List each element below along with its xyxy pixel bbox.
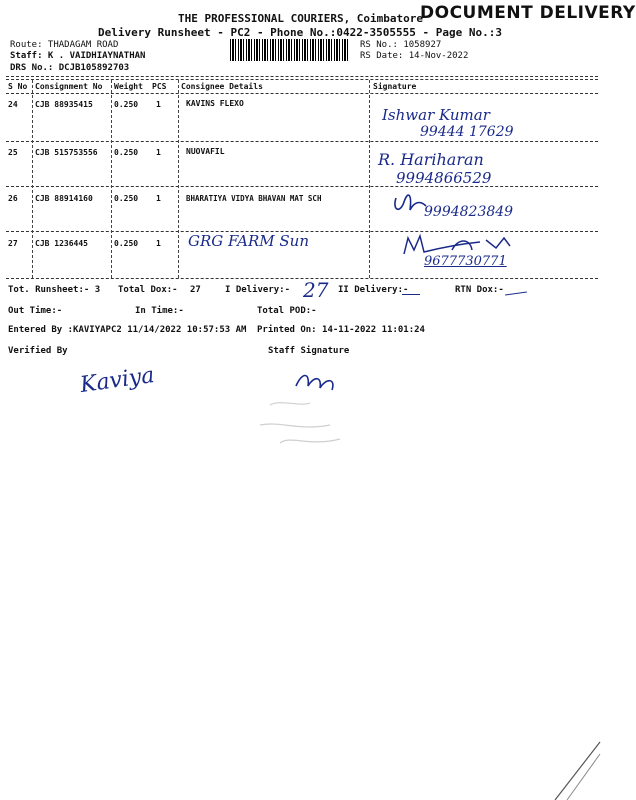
row-sno: 26 — [8, 194, 18, 203]
entered-by: Entered By :KAVIYAPC2 11/14/2022 10:57:53 AM — [8, 325, 247, 335]
rule-top — [6, 76, 598, 77]
row-signature-phone: 9994866529 — [396, 169, 492, 187]
col-divider — [111, 80, 112, 278]
tot-runsheet: Tot. Runsheet:- 3 — [8, 285, 101, 295]
col-divider — [369, 80, 370, 278]
row-pcs: 1 — [156, 239, 161, 248]
rule-row-27 — [6, 278, 598, 279]
rtn-dox-label: RTN Dox:- — [455, 285, 504, 295]
company-name: THE PROFESSIONAL COURIERS, Coimbatore — [178, 12, 424, 25]
row-weight: 0.250 — [114, 148, 139, 157]
verified-by-label: Verified By — [8, 346, 68, 356]
row-consignment: CJB 88914160 — [35, 194, 93, 203]
row-consignment: CJB 515753556 — [35, 148, 98, 157]
runsheet-subtitle: Delivery Runsheet - PC2 - Phone No.:0422-3505555 - Page No.:3 — [98, 26, 502, 39]
out-time: Out Time:- — [8, 306, 63, 316]
staff-label: Staff: K . VAIDHIAYNATHAN — [10, 51, 146, 61]
row-signature-phone: 9677730771 — [424, 254, 507, 269]
page-corner-fold — [545, 740, 600, 800]
row-weight: 0.250 — [114, 194, 139, 203]
rs-date: RS Date: 14-Nov-2022 — [360, 51, 469, 61]
header-consignment: Consignment No — [35, 82, 103, 91]
document-delivery-stamp: DOCUMENT DELIVERY — [420, 3, 636, 23]
rule-top-2 — [6, 79, 598, 80]
row-sno: 24 — [8, 100, 18, 109]
total-dox-value: 27 — [190, 285, 201, 295]
row-signature-name: Ishwar Kumar — [382, 106, 490, 124]
row-sno: 27 — [8, 239, 18, 248]
bleed-through-marks — [250, 395, 360, 455]
ii-delivery-dash — [402, 294, 420, 295]
header-consignee: Consignee Details — [181, 82, 263, 91]
row-signature-name: R. Hariharan — [378, 150, 484, 169]
row-signature-phone: 9994823849 — [424, 204, 514, 220]
rtn-dox-dash — [505, 291, 527, 295]
rule-row-25 — [6, 186, 598, 187]
row-handwritten-consignee: GRG FARM Sun — [188, 232, 309, 250]
drs-number: DRS No.: DCJB105892703 — [10, 63, 130, 73]
row-consignee: BHARATIYA VIDYA BHAVAN MAT SCH — [186, 194, 322, 203]
i-delivery-label: I Delivery:- — [225, 285, 291, 295]
route-label: Route: THADAGAM ROAD — [10, 40, 119, 50]
row-consignment: CJB 1236445 — [35, 239, 88, 248]
row-consignee: KAVINS FLEXO — [186, 99, 244, 108]
row-weight: 0.250 — [114, 239, 139, 248]
col-divider — [32, 80, 33, 278]
row-consignee: NUOVAFIL — [186, 147, 225, 156]
ii-delivery-label: II Delivery:- — [338, 285, 409, 295]
verifier-signature: Kaviya — [78, 362, 156, 399]
row-weight: 0.250 — [114, 100, 139, 109]
row-pcs: 1 — [156, 148, 161, 157]
rs-number: RS No.: 1058927 — [360, 40, 442, 50]
row-sno: 25 — [8, 148, 18, 157]
total-dox-label: Total Dox:- — [118, 285, 178, 295]
row-pcs: 1 — [156, 100, 161, 109]
header-sno: S No — [8, 82, 28, 91]
col-divider — [178, 80, 179, 278]
rule-header-bottom — [6, 93, 598, 94]
header-signature: Signature — [373, 82, 417, 91]
rule-row-24 — [6, 141, 598, 142]
in-time: In Time:- — [135, 306, 184, 316]
row-pcs: 1 — [156, 194, 161, 203]
row-consignment: CJB 88935415 — [35, 100, 93, 109]
header-pcs: PCS — [152, 82, 167, 91]
row-signature-phone: 99444 17629 — [420, 124, 514, 140]
header-weight: Weight — [114, 82, 143, 91]
i-delivery-value: 27 — [303, 278, 329, 302]
staff-signature-label: Staff Signature — [268, 346, 350, 356]
printed-on: Printed On: 14-11-2022 11:01:24 — [257, 325, 425, 335]
barcode — [230, 39, 350, 61]
total-pod: Total POD:- — [257, 306, 317, 316]
staff-signature-scribble — [292, 368, 342, 398]
